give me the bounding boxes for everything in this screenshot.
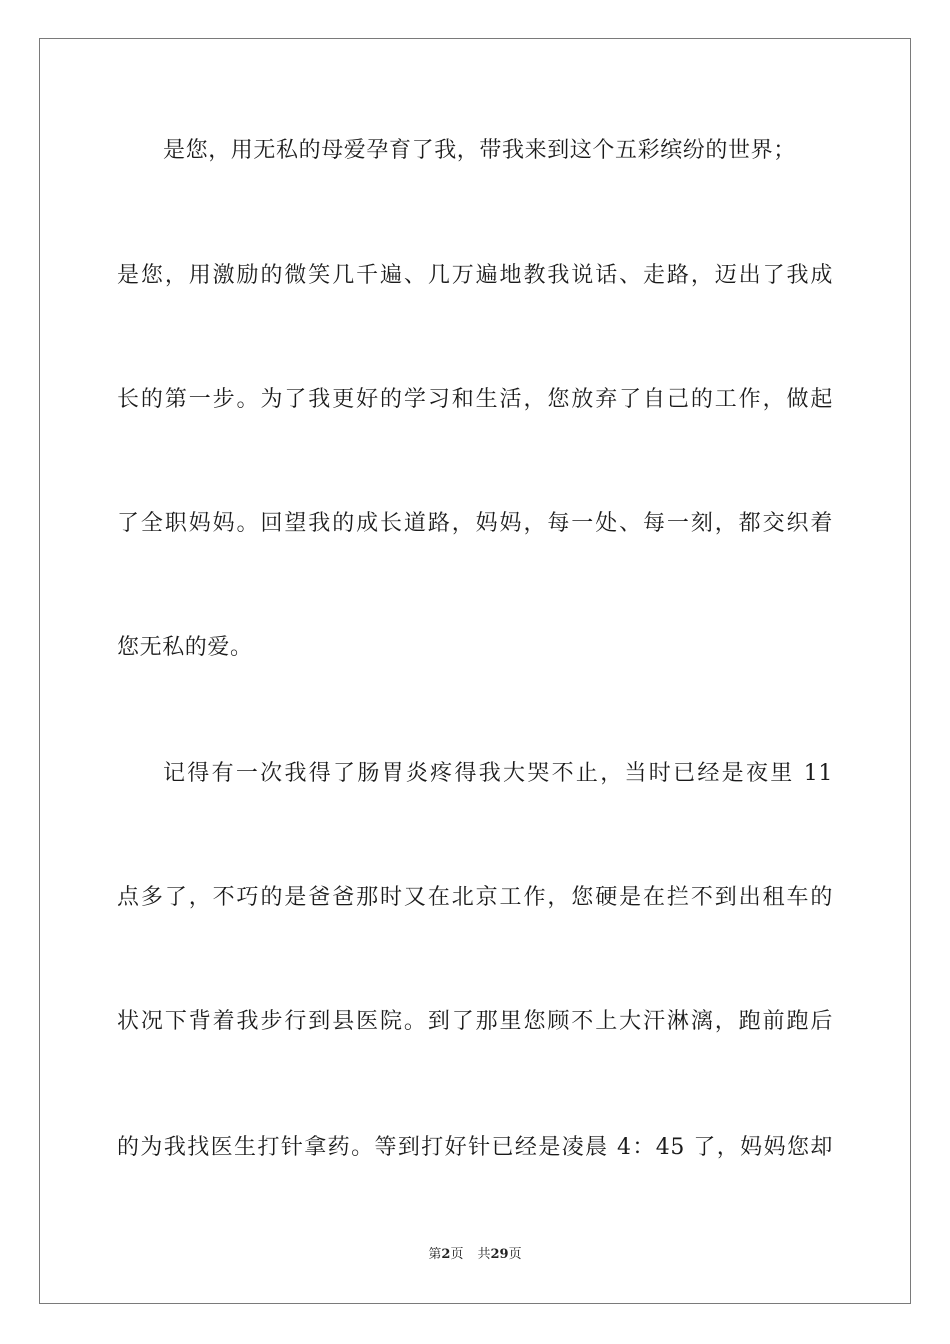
paragraph-2-line-1: 记得有一次我得了肠胃炎疼得我大哭不止，当时已经是夜里 11 (163, 761, 833, 786)
paragraph-1-line-2: 是您，用激励的微笑几千遍、几万遍地教我说话、走路，迈出了我成 (117, 263, 833, 288)
paragraph-1-line-3: 长的第一步。为了我更好的学习和生活，您放弃了自己的工作，做起 (117, 387, 833, 412)
footer-page-number: 2 (441, 1247, 451, 1262)
footer-page-suffix: 页 (450, 1247, 464, 1262)
page-footer (0, 1246, 950, 1264)
footer-page-prefix: 第 (428, 1247, 442, 1262)
paragraph-2-line-3: 状况下背着我步行到县医院。到了那里您顾不上大汗淋漓，跑前跑后 (117, 1009, 833, 1034)
paragraph-1-line-5: 您无私的爱。 (117, 635, 253, 660)
footer-total-prefix: 共 (477, 1247, 491, 1262)
paragraph-2-line-2: 点多了，不巧的是爸爸那时又在北京工作，您硬是在拦不到出租车的 (117, 885, 833, 910)
footer-total-suffix: 页 (508, 1247, 522, 1262)
paragraph-1-line-1: 是您，用无私的母爱孕育了我，带我来到这个五彩缤纷的世界； (163, 138, 796, 163)
paragraph-2-line-4: 的为我找医生打针拿药。等到打好针已经是凌晨 4：45 了，妈妈您却 (117, 1135, 833, 1160)
paragraph-1-line-4: 了全职妈妈。回望我的成长道路，妈妈，每一处、每一刻，都交织着 (117, 511, 833, 536)
page-frame (39, 38, 911, 1304)
footer-total-pages: 29 (490, 1247, 509, 1262)
